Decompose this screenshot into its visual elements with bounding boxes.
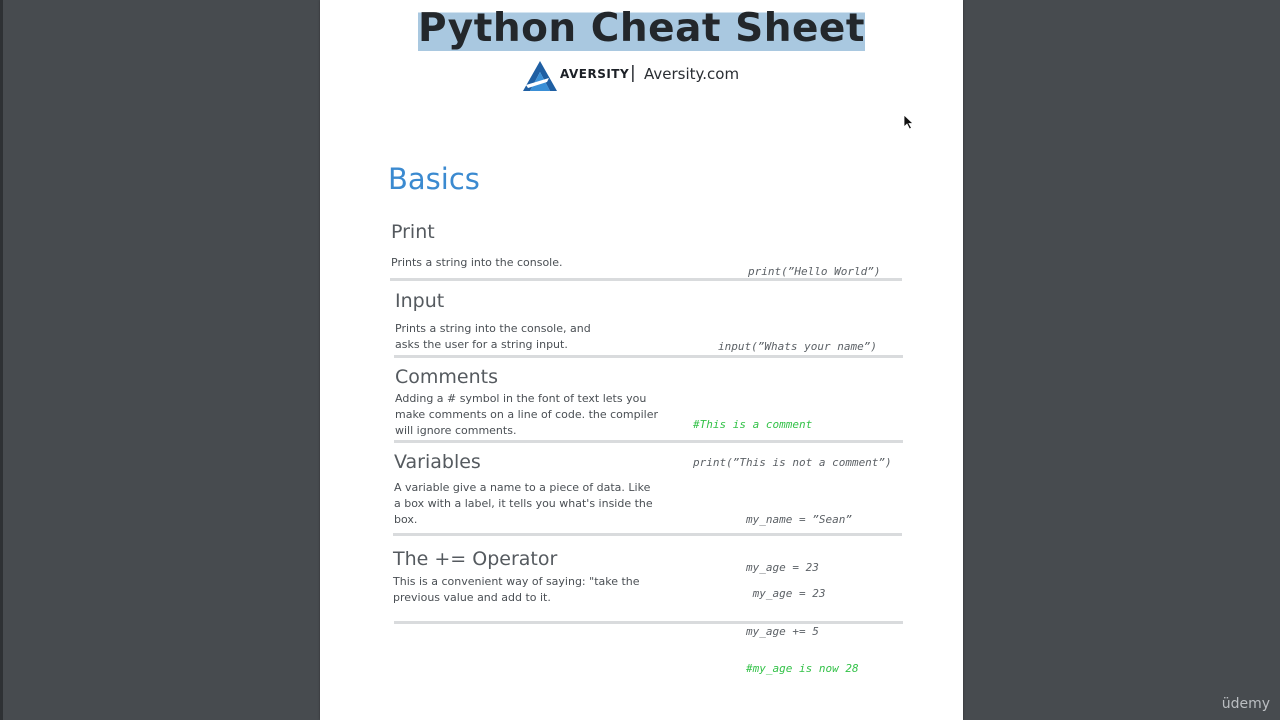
code-line: my_age += 5	[746, 624, 819, 638]
entry-title-input: Input	[395, 290, 445, 312]
divider	[393, 533, 902, 536]
code-line: my_name = ”Sean”	[746, 513, 852, 526]
code-line: my_age = 23	[746, 561, 819, 574]
udemy-watermark: üdemy	[1221, 696, 1270, 712]
document-title	[320, 6, 963, 51]
document-title-text: Python Cheat Sheet	[417, 6, 866, 51]
divider	[390, 278, 902, 281]
mouse-cursor-icon	[904, 115, 914, 130]
divider	[394, 440, 903, 443]
entry-title-comments: Comments	[395, 366, 498, 388]
entry-title-print: Print	[391, 221, 435, 243]
aversity-logo-icon	[523, 61, 557, 91]
code-line-comment: #my_age is now 28	[746, 662, 859, 675]
code-line: input(”Whats your name”)	[718, 340, 877, 353]
brand-name: AVERSITY	[560, 67, 630, 81]
entry-description-variables: A variable give a name to a piece of data. Like a box with a label, it tells you what's inside the box.	[394, 481, 653, 526]
code-line: print(”Hello World”)	[748, 265, 881, 278]
brand-separator: |	[630, 63, 636, 83]
divider	[394, 621, 903, 624]
code-line-comment: #This is a comment	[693, 418, 813, 431]
code-line: print(”This is not a comment”)	[693, 455, 892, 469]
entry-description-plus-equals-operator: This is a convenient way of saying: "take the previous value and add to it.	[393, 575, 640, 604]
code-snippet-comments	[693, 394, 892, 494]
code-line: my_age = 23	[746, 587, 826, 600]
entry-title-plus-equals-operator: The += Operator	[393, 548, 558, 570]
brand-url: Aversity.com	[644, 65, 740, 83]
code-snippet-input	[718, 316, 877, 379]
document-page[interactable]	[320, 0, 963, 720]
divider	[394, 355, 903, 358]
entry-description-print: Prints a string into the console.	[391, 256, 563, 269]
code-snippet-plus-equals-operator	[746, 563, 859, 701]
viewer-edge	[0, 0, 3, 720]
entry-description-input: Prints a string into the console, and asks the user for a string input.	[395, 322, 591, 351]
code-snippet-print	[748, 241, 880, 304]
brand-header	[320, 60, 963, 92]
section-title: Basics	[388, 162, 480, 196]
entry-description-comments: Adding a # symbol in the font of text lets you make comments on a line of code. the compiler will ignore comments.	[395, 392, 659, 437]
entry-title-variables: Variables	[394, 451, 481, 473]
